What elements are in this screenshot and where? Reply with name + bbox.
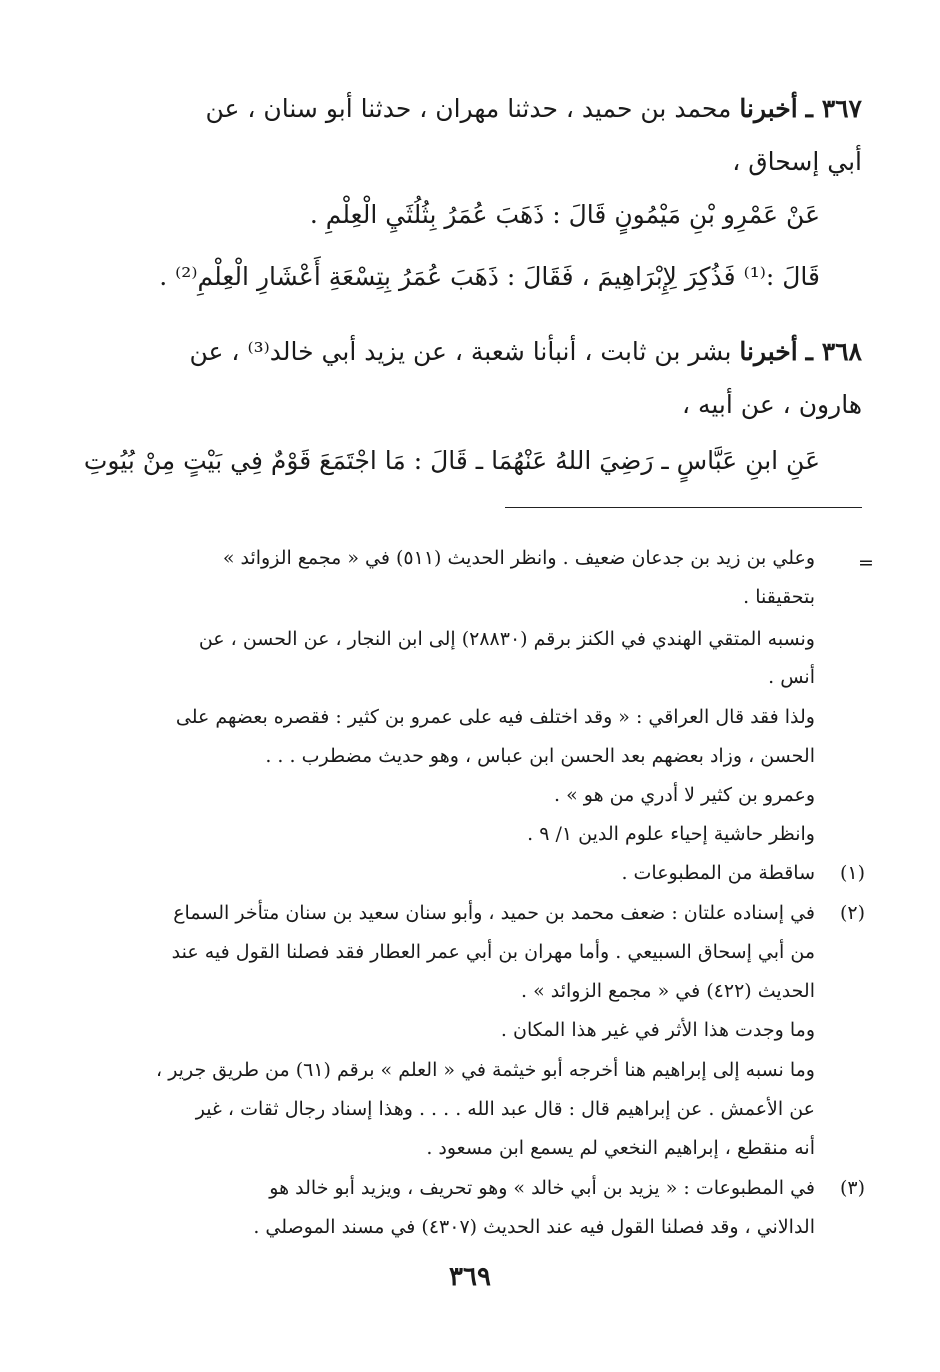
footnote-line: ولذا فقد قال العراقي : « وقد اختلف فيه على عمرو بن كثير : فقصره بعضهم على [175, 706, 815, 728]
hadith-number: ٣٦٨ ـ [805, 337, 862, 366]
footnote-line: أنس . [768, 666, 815, 688]
hadith-367-line-1 [206, 94, 863, 123]
hadith-368-line-1 [190, 337, 862, 366]
isnad-text: محمد بن حميد ، حدثنا مهران ، حدثنا أبو سنان ، عن [205, 94, 732, 123]
footnote-line: ساقطة من المطبوعات . [621, 862, 815, 884]
footnote-line: في المطبوعات : « يزيد بن أبي خالد » وهو تحريف ، ويزيد أبو خالد هو [269, 1177, 815, 1199]
footnote-line: بتحقيقنا . [743, 586, 815, 608]
footnote-separator [505, 507, 862, 508]
hadith-lead-word: أخبرنا [739, 337, 798, 366]
continuation-marker: = [858, 552, 874, 574]
footnote-line: أنه منقطع ، إبراهيم النخعي لم يسمع ابن مسعود . [426, 1137, 815, 1159]
footnote-line: الحديث (٤٢٢) في « مجمع الزوائد » . [521, 980, 815, 1002]
hadith-367-matn-2: قَالَ :⁽¹⁾ فَذُكِرَ لِإِبْرَاهِيمَ ، فَقَالَ : ذَهَبَ عُمَرُ بِتِسْعَةِ أَعْشَارِ الْعِلْمِ⁽²⁾ . [159, 262, 820, 291]
hadith-368-line-2: هارون ، عن أبيه ، [681, 390, 862, 419]
footnote-line: وانظر حاشية إحياء علوم الدين ١/ ٩ . [527, 823, 815, 845]
footnote-line: عن الأعمش . عن إبراهيم قال : قال عبد الله . . . . وهذا إسناد رجال ثقات ، غير [195, 1098, 815, 1120]
hadith-367-matn-1: عَنْ عَمْرِو بْنِ مَيْمُونٍ قَالَ : ذَهَبَ عُمَرُ بِثُلُثَيِ الْعِلْمِ . [309, 200, 820, 229]
footnote-line: من أبي إسحاق السبيعي . وأما مهران بن أبي عمر العطار فقد فصلنا القول فيه عند [171, 941, 815, 963]
footnote-line: ونسبه المتقي الهندي في الكنز برقم (٢٨٨٣٠) إلى ابن النجار ، عن الحسن ، عن [198, 628, 815, 650]
hadith-lead-word: أخبرنا [739, 94, 798, 123]
hadith-368-matn-1: عَنِ ابنِ عَبَّاسٍ ـ رَضِيَ اللهُ عَنْهُمَا ـ قَالَ : مَا اجْتَمَعَ قَوْمٌ فِي بَيْتٍ مِنْ بُيُوتِ [83, 446, 820, 475]
hadith-367-line-2: أبي إسحاق ، [732, 147, 862, 176]
footnote-number: (٢) [839, 902, 865, 924]
footnote-line: الحسن ، وزاد بعضهم بعد الحسن ابن عباس ، وهو حديث مضطرب . . . [265, 745, 815, 767]
footnote-line: الدالاني ، وقد فصلنا القول فيه عند الحديث (٤٣٠٧) في مسند الموصلي . [253, 1216, 815, 1238]
page-number: ٣٦٩ [449, 1262, 491, 1292]
footnote-line: وما وجدت هذا الأثر في غير هذا المكان . [500, 1019, 815, 1041]
footnote-line: في إسناده علتان : ضعف محمد بن حميد ، وأبو سنان سعيد بن سنان متأخر السماع [173, 902, 815, 924]
footnote-line: وعمرو بن كثير لا أدري من هو » . [554, 784, 815, 806]
footnote-number: (٣) [839, 1177, 865, 1199]
hadith-number: ٣٦٧ ـ [805, 94, 862, 123]
footnote-line: وما نسبه إلى إبراهيم هنا أخرجه أبو خيثمة في « العلم » برقم (٦١) من طريق جرير ، [156, 1059, 815, 1081]
footnote-line: وعلي بن زيد بن جدعان ضعيف . وانظر الحديث (٥١١) في « مجمع الزوائد » [222, 547, 815, 569]
footnote-number: (١) [839, 862, 865, 884]
isnad-text: بشر بن ثابت ، أنبأنا شعبة ، عن يزيد أبي خالد⁽³⁾ ، عن [189, 337, 732, 366]
